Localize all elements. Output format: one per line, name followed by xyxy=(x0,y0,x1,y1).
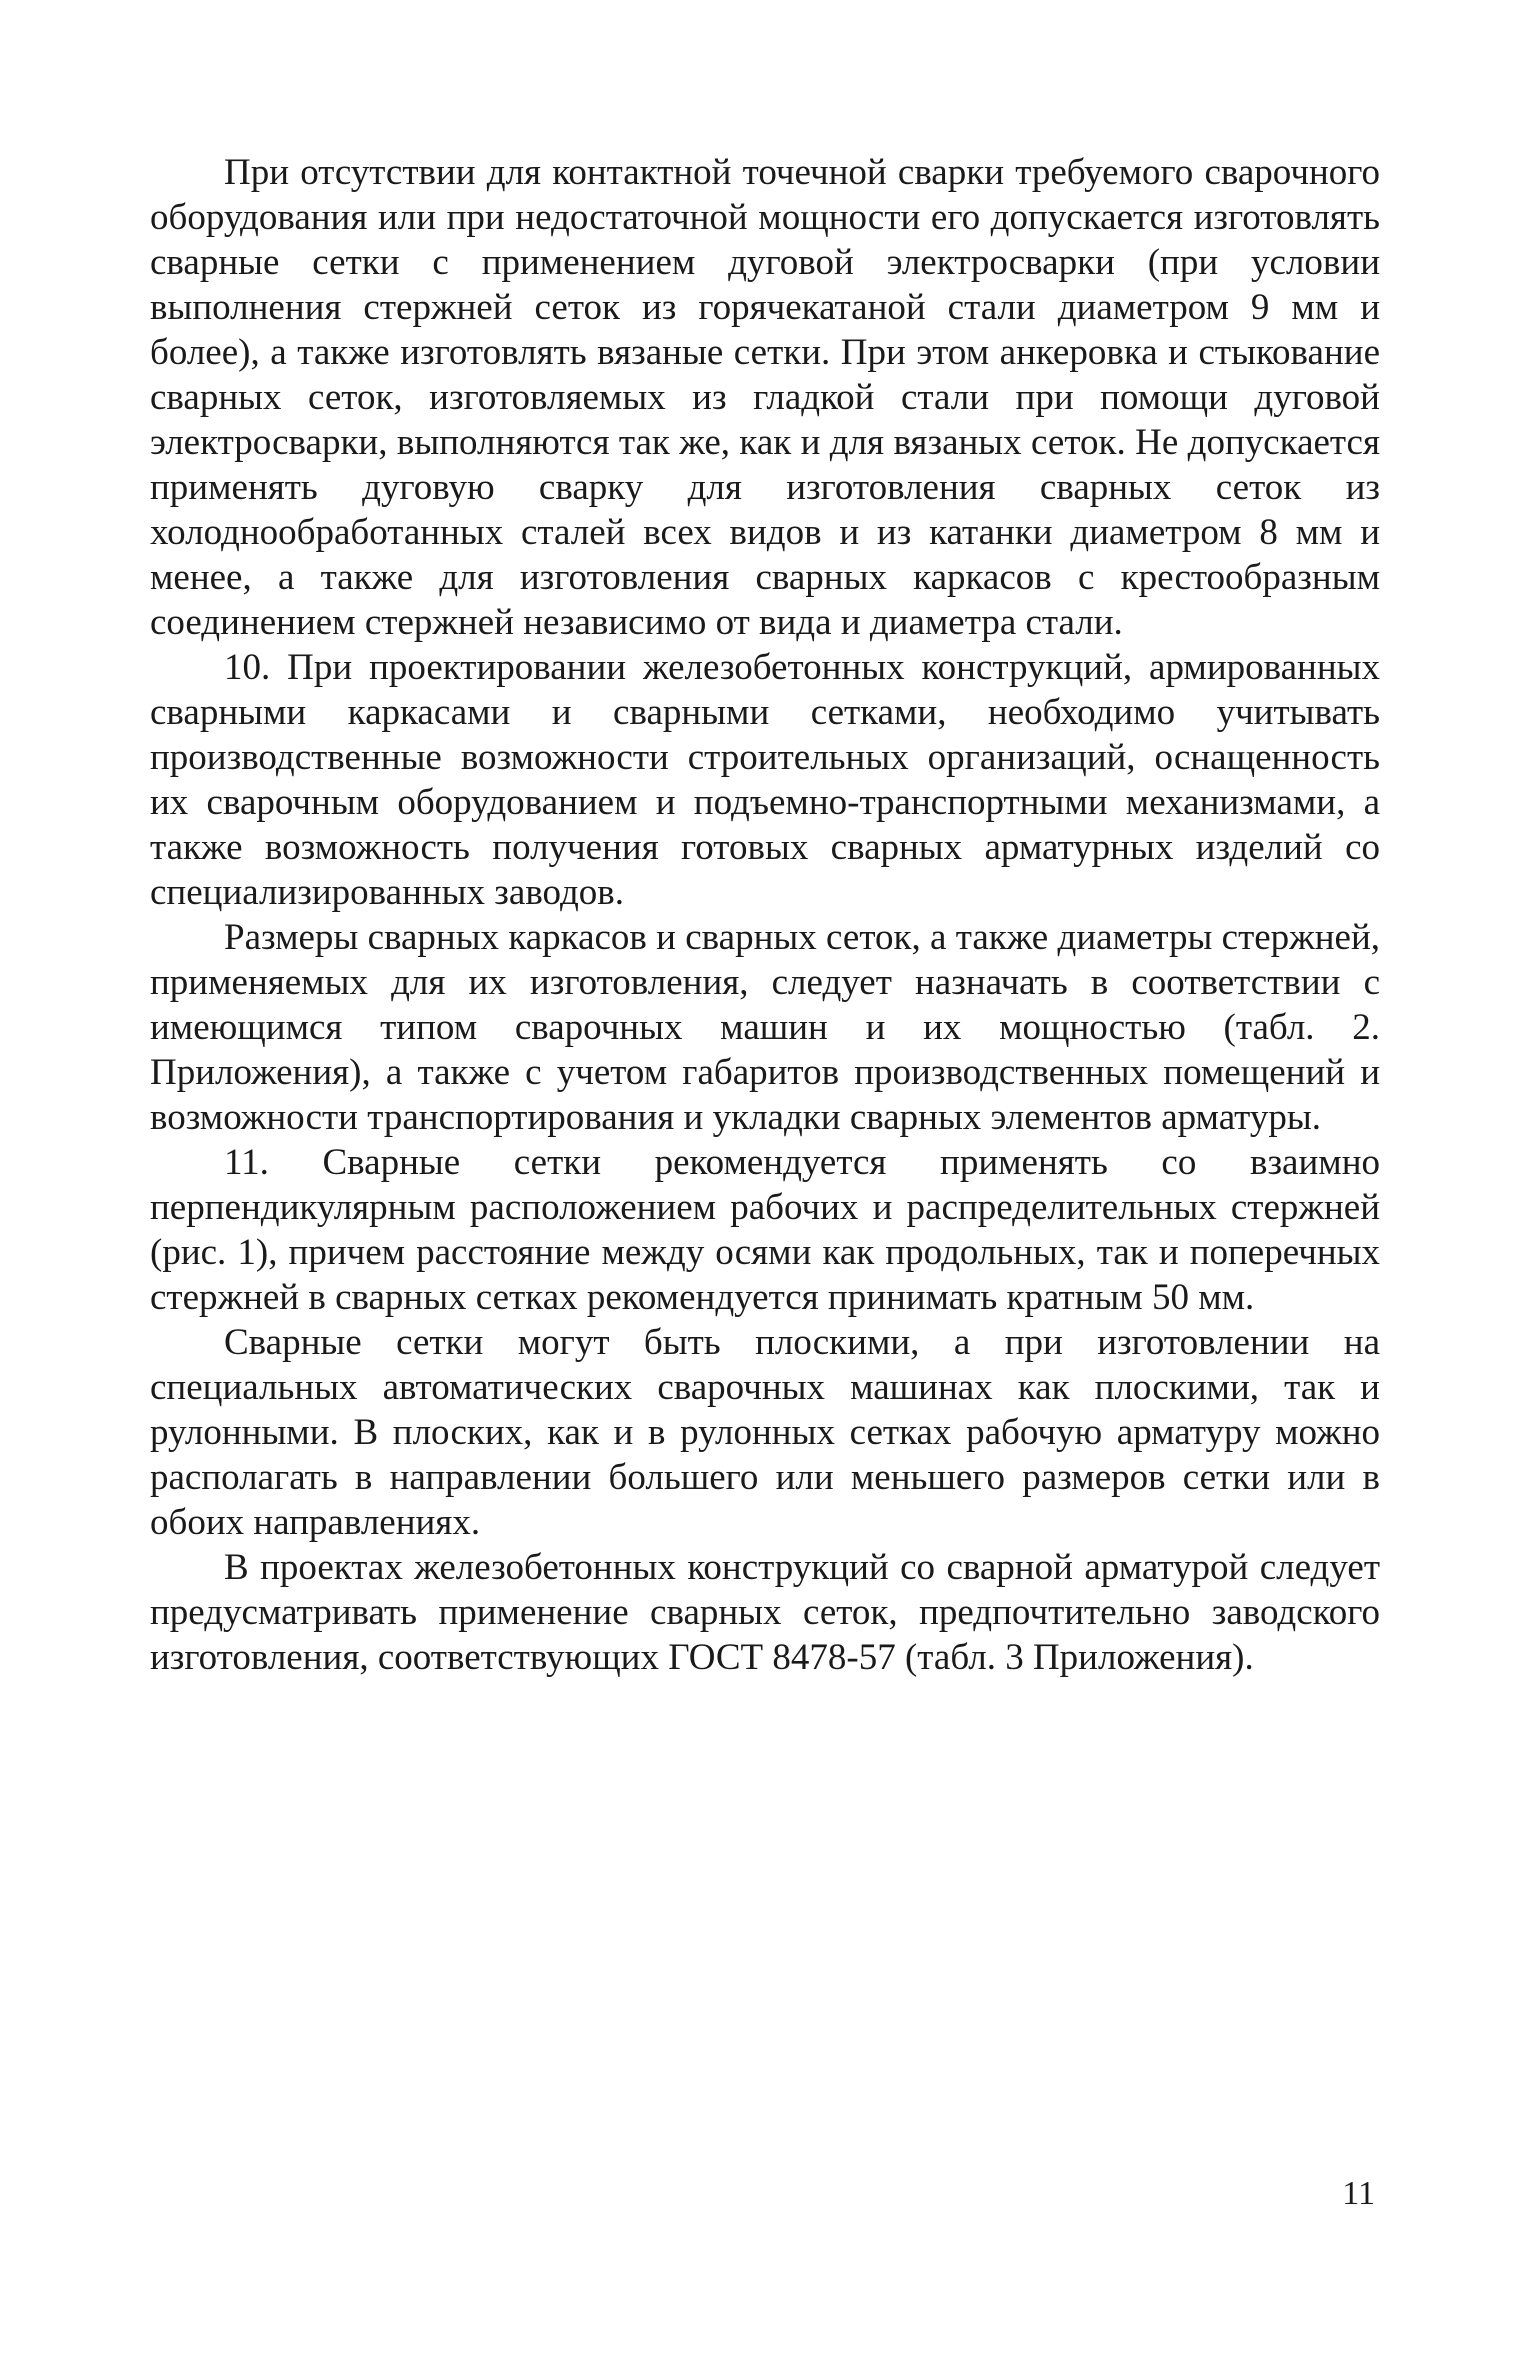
paragraph-flat-rolled-meshes: Сварные сетки могут быть плоскими, а при изготовлении на специальных автоматических сварочных машинах как плоскими, так и рулонными. В плоских, как и в рулонных сетках рабочую арматуру можно располагать в направлении большего или меньшего размеров сетки или в обоих направлениях. xyxy=(150,1322,1380,1543)
paragraph-welding-alternatives: При отсутствии для контактной точечной сварки требуемого сварочного оборудования или при недостаточной мощности его допускается изготовлять сварные сетки с применением дуговой электросварки (при условии выполнения стержней сеток из горячекатаной стали диаметром 9 мм и более), а также изготовлять вязаные сетки. При этом анкеровка и стыкование сварных сеток, изготовляемых из гладкой стали при помощи дуговой электросварки, выполняются так же, как и для вязаных сеток. Не допускается применять дуговую сварку для изготовления сварных сеток из холоднообработанных сталей всех видов и из катанки диаметром 8 мм и менее, а также для изготовления сварных каркасов с крестообразным соединением стержней независимо от вида и диаметра стали. xyxy=(150,152,1380,643)
paragraph-frame-sizes: Размеры сварных каркасов и сварных сеток, а также диаметры стержней, применяемых для их изготовления, следует назначать в соответствии с имеющимся типом сварочных машин и их мощностью (табл. 2. Приложения), а также с учетом габаритов производственных помещений и возможности транспортирования и укладки сварных элементов арматуры. xyxy=(150,917,1380,1138)
paragraph-item-11: 11. Сварные сетки рекомендуется применять со взаимно перпендикулярным расположением рабочих и распределительных стержней (рис. 1), причем расстояние между осями как продольных, так и поперечных стержней в сварных сетках рекомендуется принимать кратным 50 мм. xyxy=(150,1142,1380,1318)
page-body xyxy=(150,150,1380,1680)
paragraph-item-10: 10. При проектировании железобетонных конструкций, армированных сварными каркасами и сварными сетками, необходимо учитывать производственные возможности строительных организаций, оснащенность их сварочным оборудованием и подъемно-транспортными механизмами, а также возможность получения готовых сварных арматурных изделий со специализированных заводов. xyxy=(150,647,1380,913)
page-number: 11 xyxy=(1342,2175,1375,2212)
paragraph-gost-meshes: В проектах железобетонных конструкций со сварной арматурой следует предусматривать применение сварных сеток, предпочтительно заводского изготовления, соответствующих ГОСТ 8478-57 (табл. 3 Приложения). xyxy=(150,1547,1380,1678)
